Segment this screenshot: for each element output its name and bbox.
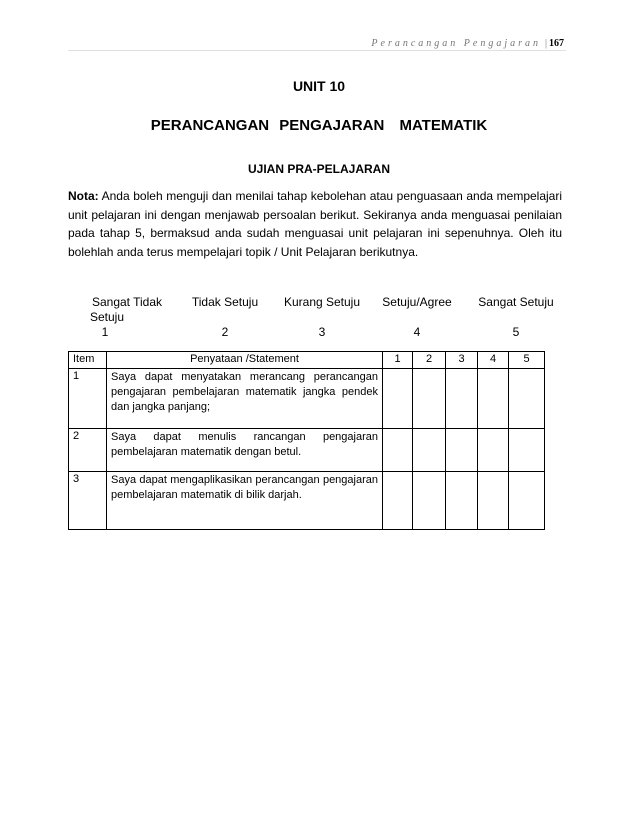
scale-number: 5	[512, 325, 520, 339]
table-row	[69, 369, 545, 429]
item-number: 2	[69, 429, 107, 472]
header-col-1: 1	[383, 352, 413, 369]
scale-number: 1	[101, 325, 109, 339]
header-col-3: 3	[446, 352, 478, 369]
page-number: 167	[549, 38, 564, 49]
header-statement: Penyataan /Statement	[107, 352, 383, 369]
header-rule	[68, 50, 566, 51]
scale-label-line1: Tidak Setuju	[191, 295, 259, 309]
statement-cell: Saya dapat menulis rancangan pengajaran pembelajaran matematik dengan betul.	[107, 429, 383, 472]
rating-cell-1[interactable]	[383, 429, 413, 472]
rating-cell-3[interactable]	[446, 472, 478, 530]
rating-cell-2[interactable]	[413, 429, 446, 472]
scale-item-5	[470, 295, 562, 340]
main-title-part3: MATEMATIK	[399, 117, 488, 134]
section-title: UJIAN PRA-PELAJARAN	[247, 162, 390, 176]
nota-label: Nota:	[68, 189, 99, 203]
header-col-2: 2	[413, 352, 446, 369]
rating-cell-4[interactable]	[478, 429, 509, 472]
nota-text: Anda boleh menguji dan menilai tahap kebolehan atau penguasaan anda mempelajari unit pelajaran ini dengan menjawab persoalan berikut. Sekiranya anda menguasai penilaian pada tahap 5, bermaksud anda sudah menguasai unit pelajaran ini sepenuhnya. Oleh itu bolehlah anda terus mempelajari topik / Unit Pelajaran berikutnya.	[68, 189, 563, 259]
main-title-part2: PENGAJARAN	[279, 117, 385, 134]
table-row	[69, 429, 545, 472]
table-row	[69, 472, 545, 530]
rating-cell-2[interactable]	[413, 369, 446, 429]
rating-cell-2[interactable]	[413, 472, 446, 530]
scale-item-1	[82, 295, 172, 340]
scale-label-line1: Sangat Tidak	[91, 295, 163, 309]
rating-cell-1[interactable]	[383, 472, 413, 530]
nota-paragraph	[68, 187, 562, 261]
scale-number: 2	[221, 325, 229, 339]
header-col-4: 4	[478, 352, 509, 369]
rating-cell-4[interactable]	[478, 369, 509, 429]
unit-title: UNIT 10	[292, 78, 346, 94]
scale-number: 4	[413, 325, 421, 339]
rating-cell-5[interactable]	[509, 369, 545, 429]
rating-cell-1[interactable]	[383, 369, 413, 429]
scale-item-4	[375, 295, 459, 340]
item-number: 1	[69, 369, 107, 429]
running-title: Perancangan Pengajaran	[371, 38, 541, 49]
scale-item-2	[184, 295, 266, 340]
header-col-5: 5	[509, 352, 545, 369]
rating-cell-3[interactable]	[446, 369, 478, 429]
rating-cell-5[interactable]	[509, 429, 545, 472]
scale-label-line1: Kurang Setuju	[283, 295, 361, 309]
scale-item-3	[277, 295, 367, 340]
rating-cell-5[interactable]	[509, 472, 545, 530]
rating-cell-4[interactable]	[478, 472, 509, 530]
scale-label-line1: Setuju/Agree	[382, 295, 452, 309]
running-header	[371, 38, 564, 49]
scale-label-line1: Sangat Setuju	[478, 295, 554, 309]
main-title	[0, 117, 638, 134]
main-title-part1: PERANCANGAN	[150, 117, 270, 134]
table-header-row	[69, 352, 545, 369]
scale-label-line2: Setuju	[89, 310, 125, 324]
header-separator: |	[544, 38, 547, 49]
statement-cell: Saya dapat menyatakan merancang perancangan pengajaran pembelajaran matematik jangka pendek dan jangka panjang;	[107, 369, 383, 429]
header-item: Item	[69, 352, 107, 369]
statement-cell: Saya dapat mengaplikasikan perancangan pengajaran pembelajaran matematik di bilik darjah.	[107, 472, 383, 530]
rating-cell-3[interactable]	[446, 429, 478, 472]
item-number: 3	[69, 472, 107, 530]
scale-number: 3	[318, 325, 326, 339]
questionnaire-table	[68, 351, 545, 530]
